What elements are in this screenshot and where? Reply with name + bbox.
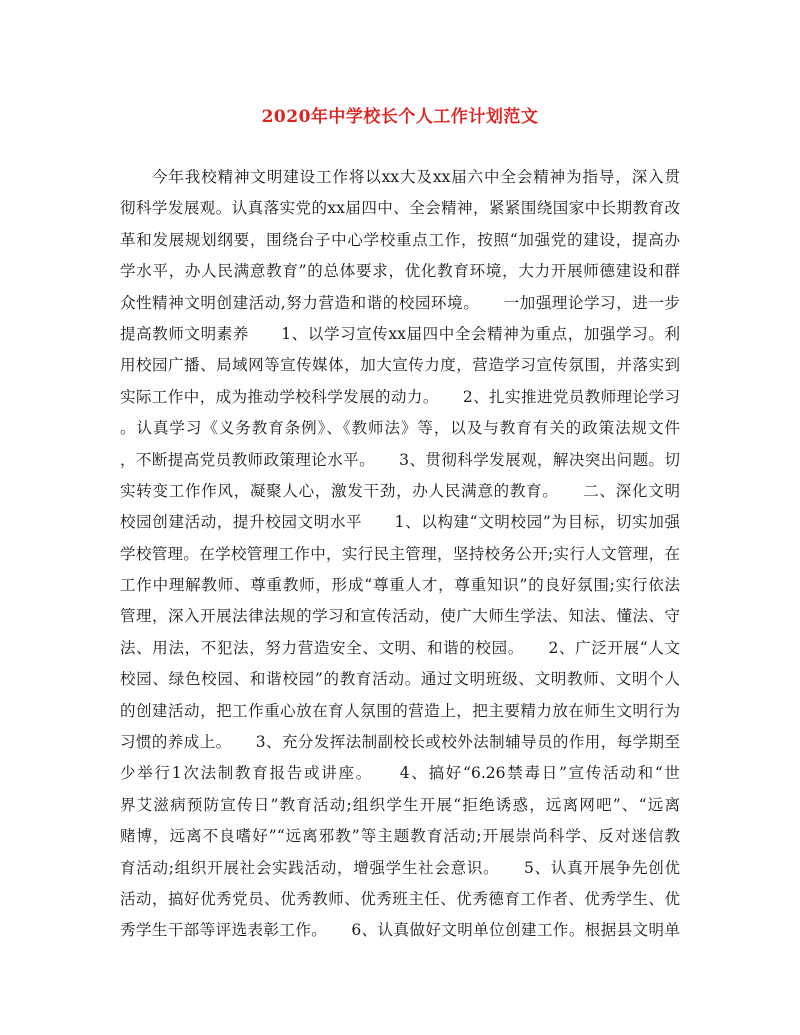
body-line: 校园创建活动，提升校园文明水平 1、以构建“文明校园”为目标，切实加强 — [120, 513, 680, 532]
body-line: 界艾滋病预防宣传日”教育活动;组织学生开展“拒绝诱惑，远离网吧”、“远离 — [120, 795, 680, 814]
body-line: 管理，深入开展法律法规的学习和宣传活动，使广大师生学法、知法、懂法、守 — [120, 607, 680, 626]
body-line: 彻科学发展观。认真落实党的xx届四中、全会精神，紧紧围绕国家中长期教育改 — [120, 199, 680, 218]
body-line: 赌博，远离不良嗜好”“远离邪教”等主题教育活动;开展崇尚科学、反对迷信教 — [120, 827, 680, 846]
body-line: 法、用法，不犯法，努力营造安全、文明、和谐的校园。 2、广泛开展“人文 — [120, 638, 680, 657]
body-line: 提高教师文明素养 1、以学习宣传xx届四中全会精神为重点，加强学习。利 — [120, 324, 680, 343]
body-line: 实转变工作作风，凝聚人心，激发干劲，办人民满意的教育。 二、深化文明 — [120, 481, 680, 500]
body-line: 少举行1次法制教育报告或讲座。 4、搞好“6.26禁毒日”宣传活动和“世 — [120, 764, 680, 783]
body-line: 工作中理解教师、尊重教师，形成“尊重人才，尊重知识”的良好氛围;实行依法 — [120, 576, 680, 595]
body-line: 今年我校精神文明建设工作将以xx大及xx届六中全会精神为指导，深入贯 — [152, 168, 680, 186]
body-line: 学校管理。在学校管理工作中，实行民主管理，坚持校务公开;实行人文管理，在 — [120, 544, 680, 563]
body-line: 的创建活动，把工作重心放在育人氛围的营造上，把主要精力放在师生文明行为 — [120, 701, 680, 720]
body-line: 革和发展规划纲要，围绕台子中心学校重点工作，按照“加强党的建设，提高办 — [120, 230, 680, 249]
document-title: 2020年中学校长个人工作计划范文 — [261, 107, 539, 127]
body-line: 习惯的养成上。 3、充分发挥法制副校长或校外法制辅导员的作用，每学期至 — [120, 733, 680, 752]
body-line: 用校园广播、局域网等宣传媒体，加大宣传力度，营造学习宣传氛围，并落实到 — [120, 356, 680, 375]
body-line: 校园、绿色校园、和谐校园”的教育活动。通过文明班级、文明教师、文明个人 — [120, 670, 680, 689]
body-line: 活动，搞好优秀党员、优秀教师、优秀班主任、优秀德育工作者、优秀学生、优 — [120, 889, 680, 908]
document-body — [120, 162, 680, 947]
body-line: 秀学生干部等评选表彰工作。 6、认真做好文明单位创建工作。根据县文明单 — [120, 921, 680, 940]
body-line: 育活动;组织开展社会实践活动，增强学生社会意识。 5、认真开展争先创优 — [120, 858, 680, 877]
body-line: ，不断提高党员教师政策理论水平。 3、贯彻科学发展观，解决突出问题。切 — [120, 450, 680, 469]
body-line: 实际工作中，成为推动学校科学发展的动力。 2、扎实推进党员教师理论学习 — [120, 387, 680, 406]
body-line: 学水平，办人民满意教育”的总体要求，优化教育环境，大力开展师德建设和群 — [120, 262, 680, 281]
body-line: 。认真学习《义务教育条例》、《教师法》等，以及与教育有关的政策法规文件 — [120, 419, 680, 438]
body-line: 众性精神文明创建活动,努力营造和谐的校园环境。 一加强理论学习，进一步 — [120, 293, 680, 312]
